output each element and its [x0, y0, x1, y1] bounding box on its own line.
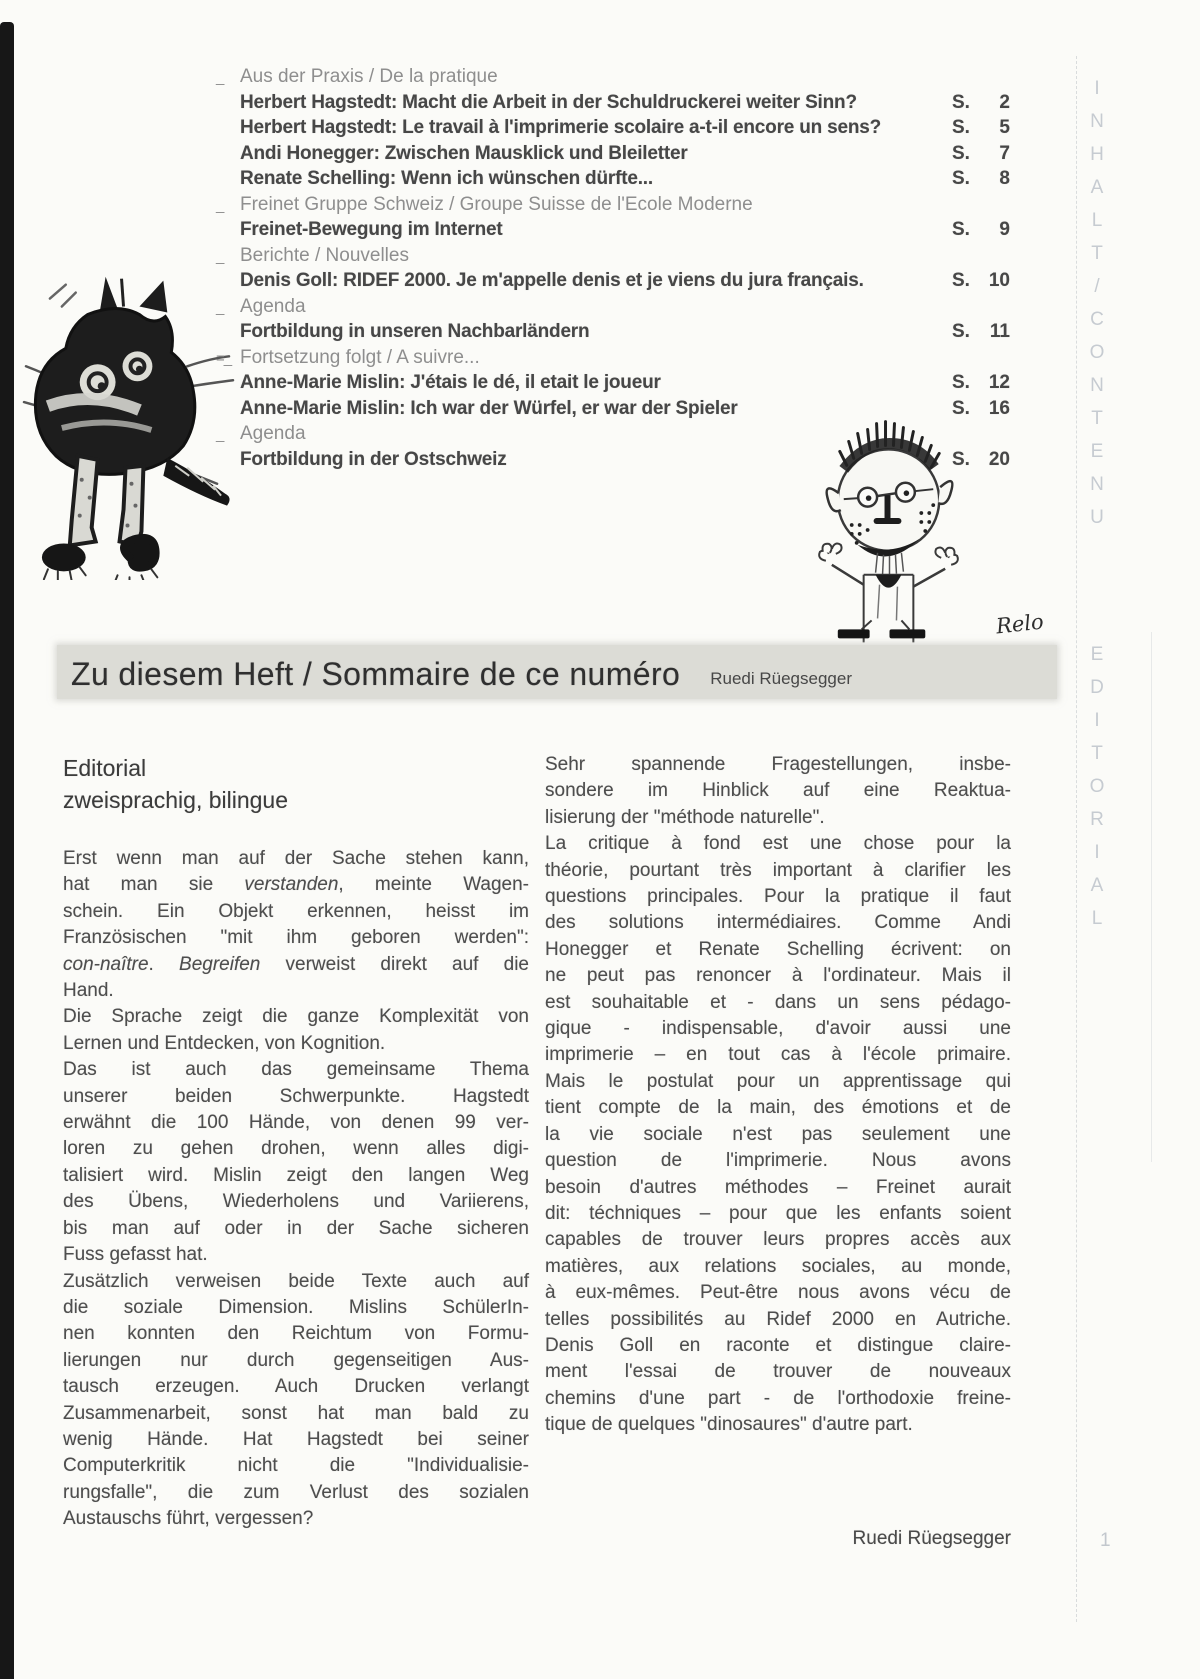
editorial-text: Französischen "mit ihm geboren werden":	[63, 927, 529, 949]
margin-letter: O	[1089, 342, 1105, 363]
editorial-text: questions principales. Pour la pratique il faut	[545, 886, 1011, 908]
editorial-line	[63, 1401, 529, 1427]
editorial-text: des solutions intermédiaires. Comme Andi	[545, 912, 1011, 934]
margin-letter: N	[1090, 111, 1104, 132]
toc-entry-label: Fortbildung in unseren Nachbarländern	[240, 321, 590, 342]
editorial-text: erwähnt die 100 Hände, von denen 99 ver-	[63, 1112, 529, 1134]
editorial-line	[63, 1295, 529, 1321]
editorial-text: verweist direkt auf die	[260, 953, 529, 975]
toc-page-number: 11	[989, 321, 1010, 342]
editorial-line	[63, 1453, 529, 1479]
editorial-text: Honegger et Renate Schelling écrivent: on	[545, 938, 1011, 960]
toc-page-abbrev: S.	[952, 168, 970, 189]
editorial-line	[545, 990, 1011, 1016]
toc-page-abbrev: S.	[952, 91, 970, 113]
editorial-text: loren zu gehen drohen, wenn alles digi-	[63, 1138, 529, 1160]
editorial-text: verstanden	[244, 874, 339, 896]
editorial-line	[545, 858, 1011, 884]
editorial-text: question de l'imprimerie. Nous avons	[545, 1150, 1011, 1172]
editorial-line	[545, 778, 1011, 804]
toc-page-number: 5	[999, 117, 1010, 138]
margin-letter: I	[1094, 78, 1100, 99]
margin-letter: L	[1091, 210, 1103, 231]
scan-fold-line-2	[1151, 632, 1152, 1162]
editorial-text: , meinte Wagen-	[338, 874, 530, 896]
editorial-text: tausch erzeugen. Auch Drucken verlangt	[63, 1376, 529, 1398]
toc-section-label: Fortsetzung folgt / A suivre...	[240, 346, 480, 368]
editorial-line	[545, 752, 1011, 778]
editorial-text: nen konnten den Reichtum von Formu-	[63, 1323, 529, 1345]
editorial-line	[545, 1016, 1011, 1042]
editorial-text: chemins d'une part - de l'orthodoxie freine-	[545, 1387, 1011, 1409]
toc-page-number: 20	[988, 448, 1010, 470]
editorial-line	[63, 1163, 529, 1189]
margin-letter: A	[1090, 177, 1104, 198]
margin-letter: N	[1090, 474, 1104, 495]
editorial-text: lierungen nur durch gegenseitigen Aus-	[63, 1349, 529, 1371]
editorial-text: .	[148, 953, 180, 975]
editorial-line	[63, 978, 529, 1004]
editorial-text: ment l'essai de trouver de nouveaux	[545, 1361, 1011, 1383]
editorial-text: Begreifen	[179, 953, 261, 975]
editorial-line	[63, 1480, 529, 1506]
toc-row	[216, 90, 1010, 116]
margin-letter: H	[1090, 144, 1104, 165]
toc-row	[216, 396, 1010, 422]
toc-section-label: Agenda	[240, 423, 306, 444]
margin-letter: T	[1091, 243, 1103, 264]
toc-page-ref	[952, 141, 1010, 167]
toc-row	[216, 217, 1010, 243]
editorial-line	[63, 872, 529, 898]
margin-letter: U	[1090, 507, 1104, 528]
editorial-line	[545, 937, 1011, 963]
editorial-line	[63, 1057, 529, 1083]
toc-row	[216, 421, 1010, 447]
editorial-line	[63, 1348, 529, 1374]
toc-row	[216, 243, 1010, 269]
toc-row-marker: _	[216, 247, 224, 265]
toc-row	[216, 64, 1010, 90]
editorial-text: rungsfalle", die zum Verlust des sozialen	[63, 1481, 529, 1503]
toc-page-ref	[952, 268, 1010, 294]
editorial-text: capables de trouver leurs propres accès aux	[545, 1229, 1011, 1251]
toc-entry-label: Denis Goll: RIDEF 2000. Je m'appelle denis et je viens du jura français.	[240, 270, 864, 291]
editorial-text: Erst wenn man auf der Sache stehen kann,	[63, 848, 529, 869]
editorial-text: imprimerie – en tout cas à l'école primaire.	[545, 1044, 1011, 1066]
toc-section-label: Freinet Gruppe Schweiz / Groupe Suisse de l'Ecole Moderne	[240, 193, 753, 215]
toc-entry-label: Herbert Hagstedt: Macht die Arbeit in der Schuldruckerei weiter Sinn?	[240, 91, 857, 113]
margin-letter: E	[1090, 441, 1104, 462]
margin-letter: I	[1094, 710, 1100, 731]
editorial-line	[545, 1412, 1011, 1438]
toc-page-abbrev: S.	[952, 448, 970, 470]
toc-page-number: 16	[988, 397, 1010, 419]
toc-entry-label: Andi Honegger: Zwischen Mausklick und Bleiletter	[240, 142, 688, 164]
toc-entry-label: Freinet-Bewegung im Internet	[240, 219, 503, 240]
toc-page-number: 8	[999, 168, 1010, 189]
page-title: Zu diesem Heft / Sommaire de ce numéro	[71, 656, 681, 692]
editorial-line	[63, 1427, 529, 1453]
toc-row	[216, 294, 1010, 320]
toc-row	[216, 268, 1010, 294]
scan-edge-bar	[0, 22, 14, 1679]
toc-row	[216, 115, 1010, 141]
editorial-text: talisiert wird. Mislin zeigt den langen Weg	[63, 1164, 529, 1186]
editorial-line	[545, 1095, 1011, 1121]
editorial-text: wenig Hände. Hat Hagstedt bei seiner	[63, 1428, 529, 1450]
editorial-line	[545, 831, 1011, 857]
toc-row	[216, 447, 1010, 473]
toc-row-marker: _	[216, 196, 224, 214]
editorial-line	[545, 1254, 1011, 1280]
editorial-text: théorie, pourtant très important à clarifier les	[545, 859, 1011, 881]
margin-letter: D	[1090, 677, 1104, 698]
editorial-left-body	[63, 846, 529, 1533]
editorial-line	[545, 1359, 1011, 1385]
editorial-text: Fuss gefasst hat.	[63, 1244, 208, 1266]
section-banner	[57, 645, 1057, 699]
toc-row	[216, 192, 1010, 218]
editorial-text: schein. Ein Objekt erkennen, heisst im	[63, 900, 529, 922]
editorial-text: Hand.	[63, 980, 114, 1002]
footer-author: Ruedi Rüegsegger	[852, 1528, 1011, 1549]
toc-row-marker: _	[216, 298, 224, 316]
editorial-line	[63, 1321, 529, 1347]
toc-entry-label: Anne-Marie Mislin: J'étais le dé, il etait le joueur	[240, 372, 661, 393]
margin-letter: /	[1094, 276, 1100, 297]
toc-page-ref	[952, 447, 1010, 473]
editorial-text: sondere im Hinblick auf eine Reaktua-	[545, 780, 1011, 802]
editorial-text: Austauschs führt, vergessen?	[63, 1508, 314, 1530]
editorial-text: Zusammenarbeit, sonst hat man bald zu	[63, 1402, 529, 1424]
toc-page-ref	[952, 166, 1010, 192]
editorial-line	[545, 1307, 1011, 1333]
editorial-line	[545, 1201, 1011, 1227]
editorial-line	[63, 1084, 529, 1110]
editorial-line	[63, 1506, 529, 1532]
toc-page-ref	[952, 90, 1010, 116]
editorial-right-column	[545, 752, 1011, 1439]
editorial-line	[545, 1042, 1011, 1068]
table-of-contents	[216, 64, 1010, 472]
editorial-line	[545, 1175, 1011, 1201]
editorial-text: tique de quelques "dinosaures" d'autre part.	[545, 1414, 913, 1436]
toc-row-marker: _	[216, 69, 224, 86]
illustrator-signature: Relo	[994, 609, 1045, 639]
banner-author: Ruedi Rüegsegger	[710, 669, 852, 688]
editorial-line	[63, 899, 529, 925]
editorial-line	[545, 805, 1011, 831]
editorial-line	[63, 846, 529, 872]
editorial-line	[63, 1110, 529, 1136]
editorial-left-column	[63, 752, 529, 1533]
toc-page-abbrev: S.	[952, 321, 970, 342]
toc-page-abbrev: S.	[952, 142, 970, 164]
toc-page-abbrev: S.	[952, 270, 970, 291]
margin-letter: R	[1090, 809, 1104, 830]
editorial-heading-line1: Editorial	[63, 755, 147, 781]
toc-entry-label: Renate Schelling: Wenn ich wünschen dürfte...	[240, 168, 653, 189]
vertical-margin-text-inhalt-contenu	[1086, 72, 1108, 534]
toc-page-number: 2	[999, 91, 1010, 113]
editorial-text: Zusätzlich verweisen beide Texte auch auf	[63, 1270, 529, 1292]
toc-page-abbrev: S.	[952, 372, 970, 393]
editorial-line	[545, 1069, 1011, 1095]
editorial-text: des Übens, Wiederholens und Variierens,	[63, 1191, 529, 1213]
toc-page-number: 9	[999, 219, 1010, 240]
editorial-line	[63, 1189, 529, 1215]
editorial-line	[63, 952, 529, 978]
toc-entry-label: Fortbildung in der Ostschweiz	[240, 448, 507, 470]
editorial-line	[545, 1280, 1011, 1306]
margin-letter: I	[1094, 842, 1100, 863]
toc-row	[216, 370, 1010, 396]
editorial-text: Computerkritik nicht die "Individualisie-	[63, 1455, 529, 1477]
toc-page-ref	[952, 370, 1010, 396]
toc-row-marker: _	[216, 426, 224, 443]
editorial-text: bis man auf oder in der Sache sicheren	[63, 1217, 529, 1239]
toc-page-number: 7	[999, 142, 1010, 164]
editorial-text: con-naître	[63, 953, 149, 975]
editorial-line	[545, 1148, 1011, 1174]
toc-row	[216, 345, 1010, 371]
editorial-line	[545, 963, 1011, 989]
editorial-line	[63, 925, 529, 951]
editorial-text: besoin d'autres méthodes – Freinet aurait	[545, 1176, 1011, 1198]
editorial-line	[63, 1136, 529, 1162]
editorial-line	[63, 1374, 529, 1400]
toc-page-number: 12	[988, 372, 1010, 393]
vertical-margin-text-editorial	[1086, 638, 1108, 935]
editorial-line	[545, 884, 1011, 910]
toc-row	[216, 141, 1010, 167]
editorial-text: Sehr spannende Fragestellungen, insbe-	[545, 754, 1011, 775]
editorial-line	[63, 1031, 529, 1057]
editorial-line	[545, 1333, 1011, 1359]
editorial-line	[545, 1227, 1011, 1253]
editorial-line	[63, 1216, 529, 1242]
margin-letter: T	[1091, 743, 1103, 764]
margin-letter: A	[1090, 875, 1104, 896]
toc-page-abbrev: S.	[952, 397, 970, 419]
margin-letter: O	[1089, 776, 1105, 797]
toc-row-marker: =_	[216, 349, 232, 367]
editorial-text: à eux-mêmes. Peut-être nous avons vécu de	[545, 1282, 1011, 1304]
editorial-text: ne peut pas renoncer à l'ordinateur. Mais il	[545, 965, 1011, 987]
margin-letter: C	[1090, 309, 1104, 330]
editorial-text: hat man sie	[63, 874, 245, 896]
editorial-text: la vie sociale n'est pas seulement une	[545, 1123, 1011, 1145]
editorial-text: est souhaitable et - dans un sens pédago-	[545, 991, 1011, 1013]
toc-row	[216, 166, 1010, 192]
editorial-text: dit: téchniques – pour que les enfants soient	[545, 1202, 1011, 1224]
toc-row	[216, 319, 1010, 345]
toc-page-abbrev: S.	[952, 219, 970, 240]
toc-entry-label: Anne-Marie Mislin: Ich war der Würfel, er war der Spieler	[240, 397, 738, 419]
toc-page-abbrev: S.	[952, 117, 970, 138]
editorial-line	[63, 1269, 529, 1295]
editorial-text: telles possibilités au Ridef 2000 en Autriche.	[545, 1308, 1011, 1330]
margin-letter: E	[1090, 644, 1104, 665]
editorial-text: Die Sprache zeigt die ganze Komplexität von	[63, 1006, 529, 1028]
editorial-text: Denis Goll en raconte et distingue claire-	[545, 1334, 1011, 1356]
editorial-heading	[63, 752, 529, 816]
editorial-text: gique - indispensable, d'avoir aussi une	[545, 1018, 1011, 1040]
margin-letter: L	[1091, 908, 1103, 929]
editorial-text: matières, aux relations sociales, au monde,	[545, 1255, 1011, 1277]
faint-page-number: 1	[1100, 1530, 1111, 1551]
editorial-text: La critique à fond est une chose pour la	[545, 833, 1011, 855]
editorial-line	[545, 1386, 1011, 1412]
toc-page-ref	[952, 115, 1010, 141]
editorial-line	[545, 1122, 1011, 1148]
editorial-text: Lernen und Entdecken, von Kognition.	[63, 1032, 386, 1054]
editorial-text: unserer beiden Schwerpunkte. Hagstedt	[63, 1085, 529, 1107]
toc-section-label: Agenda	[240, 295, 306, 317]
editorial-heading-line2: zweisprachig, bilingue	[63, 787, 289, 813]
editorial-line	[63, 1242, 529, 1268]
toc-page-ref	[952, 319, 1010, 345]
toc-page-number: 10	[988, 270, 1010, 291]
editorial-line	[545, 910, 1011, 936]
editorial-text: lisierung der "méthode naturelle".	[545, 806, 825, 828]
margin-letter: T	[1091, 408, 1103, 429]
toc-page-ref	[952, 396, 1010, 422]
editorial-text: Das ist auch das gemeinsame Thema	[63, 1059, 529, 1081]
scan-fold-line	[1076, 56, 1077, 1622]
editorial-text: tient compte de la main, des émotions et de	[545, 1097, 1011, 1119]
toc-page-ref	[952, 217, 1010, 243]
child-cat-drawing	[22, 270, 236, 580]
editorial-text: die soziale Dimension. Mislins SchülerIn-	[63, 1296, 529, 1318]
toc-entry-label: Herbert Hagstedt: Le travail à l'imprimerie scolaire a-t-il encore un sens?	[240, 117, 882, 138]
editorial-line	[63, 1004, 529, 1030]
toc-section-label: Berichte / Nouvelles	[240, 244, 409, 266]
toc-section-label: Aus der Praxis / De la pratique	[240, 66, 498, 87]
editorial-text: Mais le postulat pour un apprentissage qui	[545, 1070, 1011, 1092]
margin-letter: N	[1090, 375, 1104, 396]
